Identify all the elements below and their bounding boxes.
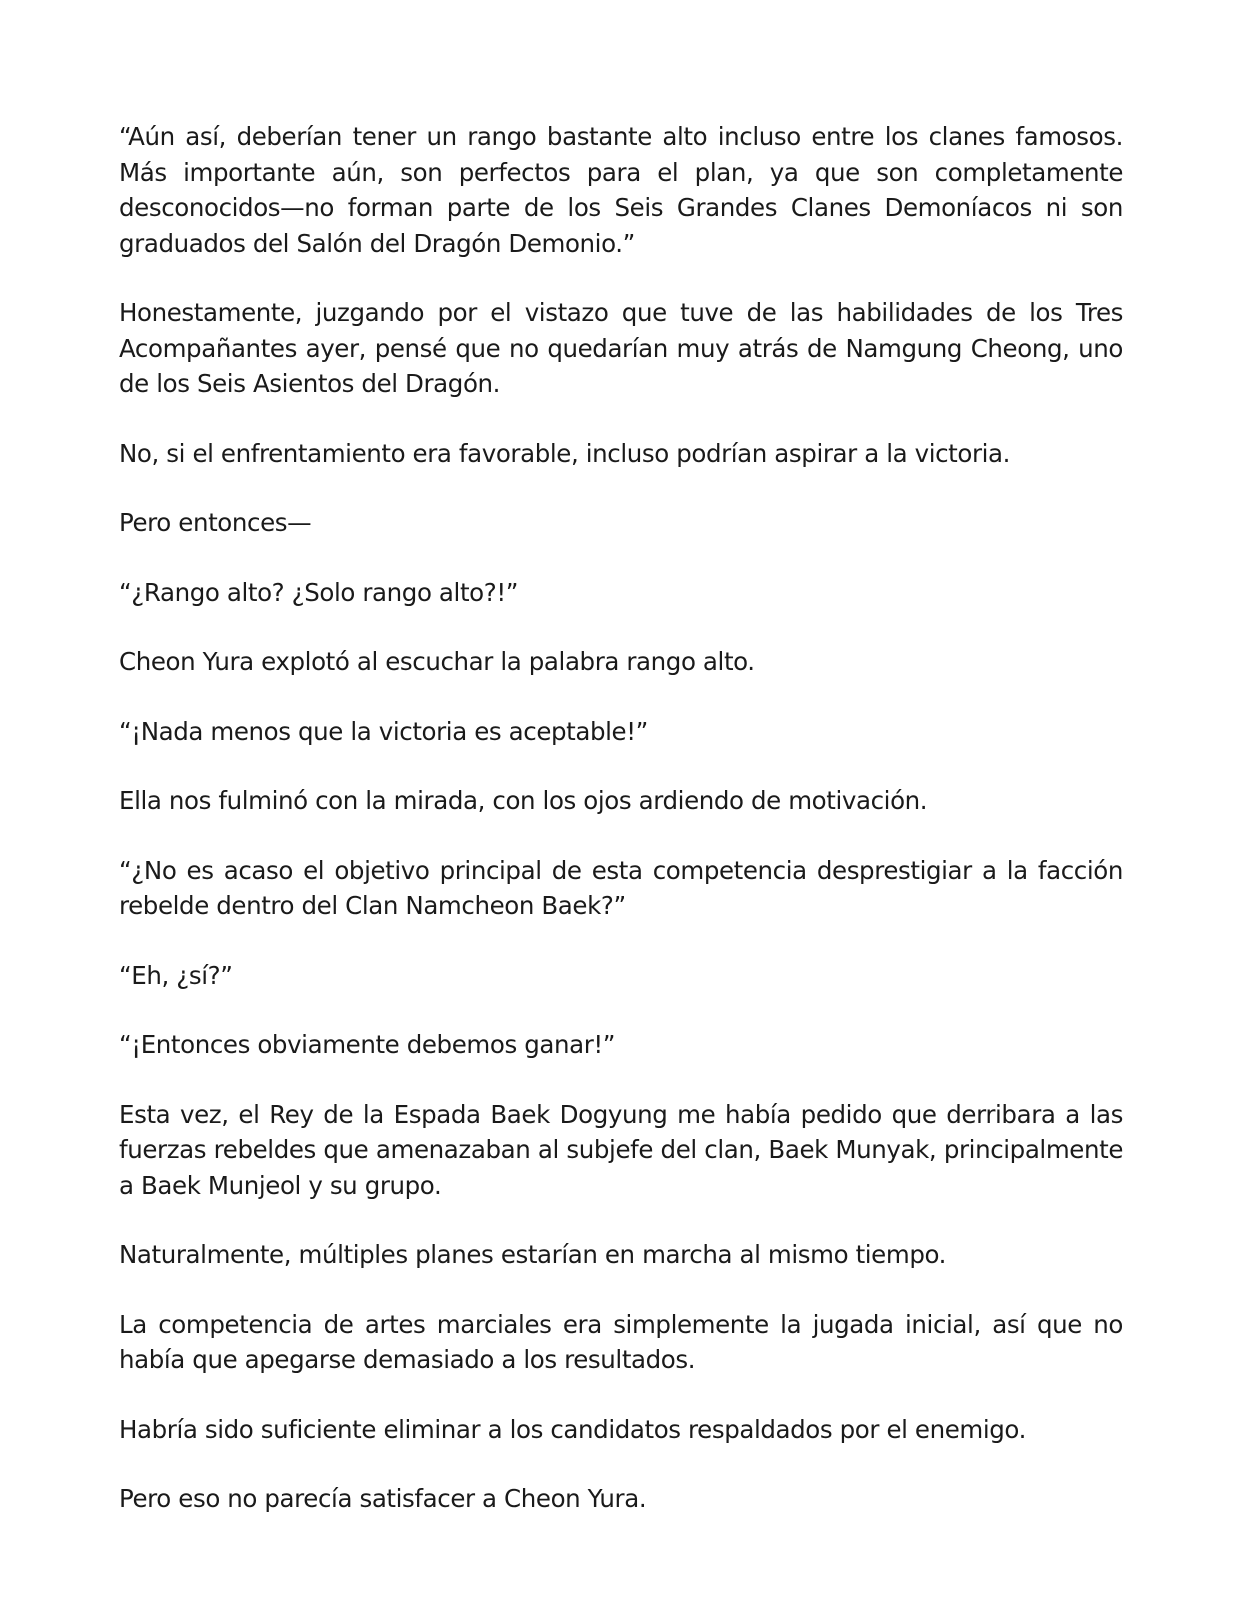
paragraph: No, si el enfrentamiento era favorable, incluso podrían aspirar a la victoria. bbox=[119, 438, 1011, 468]
paragraph: Cheon Yura explotó al escuchar la palabra rango alto. bbox=[119, 647, 755, 676]
paragraph: Pero entonces— bbox=[119, 508, 312, 537]
paragraph: “¿Rango alto? ¿Solo rango alto?!” bbox=[119, 577, 519, 607]
paragraph: Habría sido suficiente eliminar a los candidatos respaldados por el enemigo. bbox=[119, 1414, 1026, 1444]
paragraph: Pero eso no parecía satisfacer a Cheon Yura. bbox=[119, 1484, 647, 1513]
paragraph: “¡Nada menos que la victoria es aceptable!” bbox=[119, 716, 648, 746]
document-page bbox=[119, 119, 1123, 1551]
paragraph: Naturalmente, múltiples planes estarían en marcha al mismo tiempo. bbox=[119, 1240, 947, 1269]
paragraph: Esta vez, el Rey de la Espada Baek Dogyung me había pedido que derribara a las fuerzas rebeldes que amenazaban al subjefe del clan, Baek Munyak, principalmente a Baek Munjeol y su grupo. bbox=[119, 1099, 1123, 1200]
paragraph: Honestamente, juzgando por el vistazo que tuve de las habilidades de los Tres Acompañantes ayer, pensé que no quedarían muy atrás de Namgung Cheong, uno de los Seis Asientos del Dragón. bbox=[119, 298, 1123, 398]
paragraph: “¿No es acaso el objetivo principal de esta competencia desprestigiar a la facción rebelde dentro del Clan Namcheon Baek?” bbox=[119, 855, 1123, 920]
paragraph: “¡Entonces obviamente debemos ganar!” bbox=[119, 1030, 616, 1059]
paragraph: La competencia de artes marciales era simplemente la jugada inicial, así que no había que apegarse demasiado a los resultados. bbox=[119, 1309, 1123, 1374]
paragraph: “Aún así, deberían tener un rango bastante alto incluso entre los clanes famosos. Más importante aún, son perfectos para el plan, ya que son completamente desconocidos—no forman parte de los Seis Grandes Clanes Demoníacos ni son graduados del Salón del Dragón Demonio.” bbox=[119, 122, 1123, 258]
paragraph: Ella nos fulminó con la mirada, con los ojos ardiendo de motivación. bbox=[119, 786, 928, 815]
paragraph: “Eh, ¿sí?” bbox=[119, 960, 233, 990]
